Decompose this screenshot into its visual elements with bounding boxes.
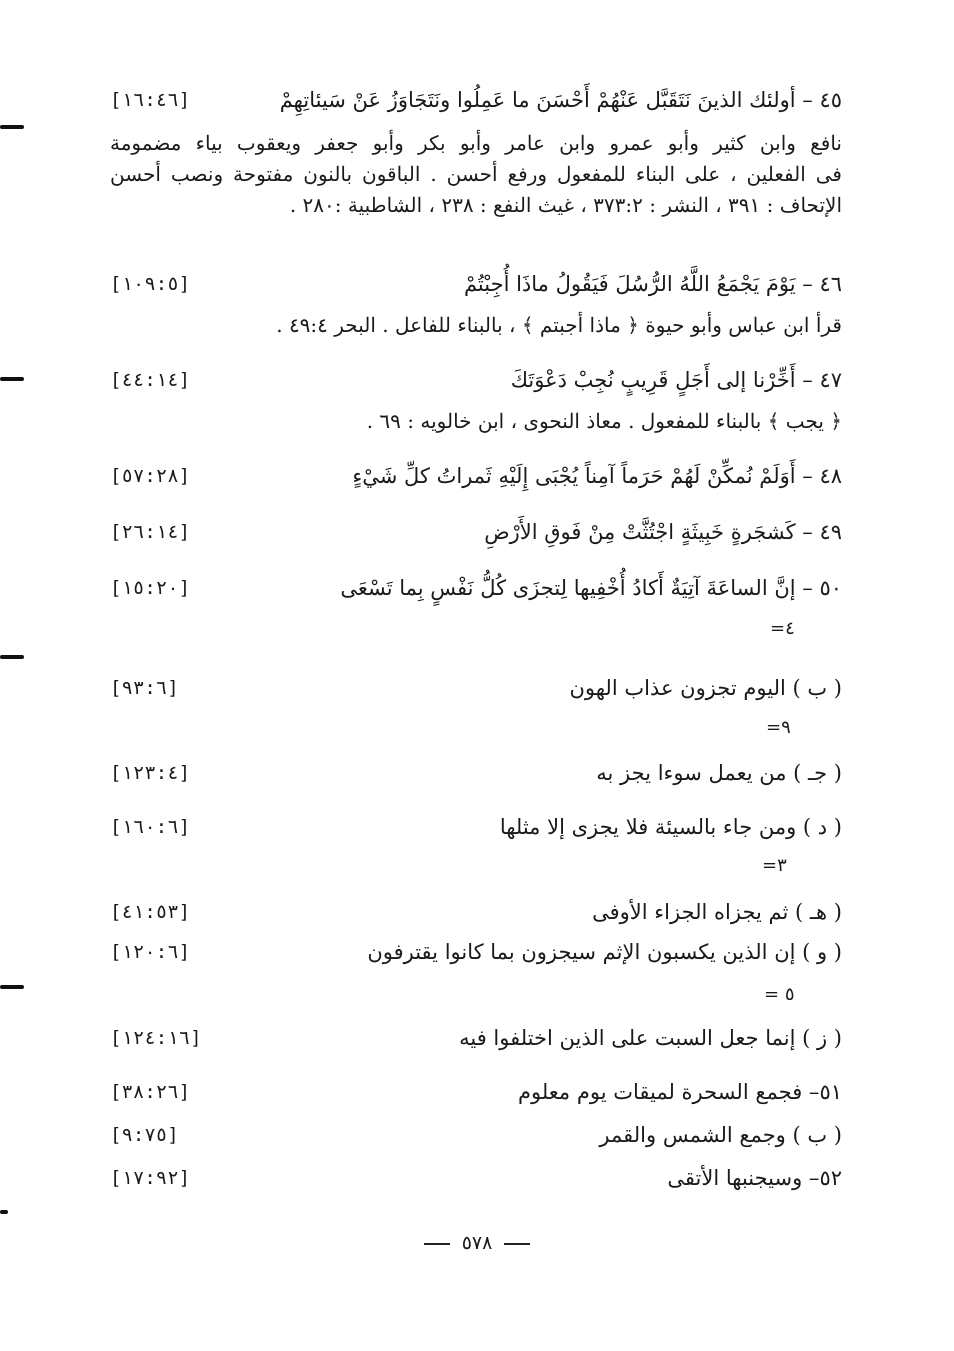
sub-entry-text: ٥٢– وسيجنبها الأتقى [667, 1166, 842, 1190]
sub-entry-text: ( د ) ومن جاء بالسيئة فلا يجزى إلا مثلها [499, 815, 842, 839]
sub-entry-text: ( و ) إن الذين يكسبون الإثم سيجزون بما كانوا يقترفون [367, 940, 842, 964]
sub-entry-reference: [١٢٤:١٦] [110, 1027, 202, 1049]
sub-entry-reference: [٣٨:٢٦] [110, 1081, 191, 1103]
verse-reference: [١٠٩:٥] [110, 273, 191, 295]
group-mark: ٥ = [764, 984, 795, 1005]
sub-entry [110, 1115, 842, 1155]
verse-text: ٤٧ – أَخِّرْنا إلى أَجَلٍ قَرِيبٍ نُجِبْ دَعْوَتَكَ [510, 368, 842, 392]
verse-text: ٤٨ – أَوَلَمْ نُمكِّنْ لَهُمْ حَرَماً آمِناً يُجْبَى إِلَيْهِ ثَمراتُ كلِّ شَيْءٍ [352, 464, 842, 488]
verse-text: ٤٥ – أولئك الذينَ نَتَقَبَّل عَنْهُمْ أَحْسَنَ ما عَمِلُوا ونَتَجَاوَزُ عَنْ سَيئاتِهِمْ [279, 88, 842, 112]
note-line: قرأ ابن عباس وأبو حيوة ﴿ ماذا أجبتم ﴾ ، بالبناء للفاعل . البحر ٤٩:٤ . [276, 313, 842, 337]
sub-entry [110, 807, 842, 847]
entry-48-verse-line [110, 456, 842, 496]
note-line: نافع وابن كثير وأبو عمرو وابن عامر وأبو بكر وأبو جعفر ويعقوب بياء مضمومة [110, 131, 842, 155]
margin-mark [0, 985, 24, 989]
page-number-footer [0, 1232, 954, 1254]
sub-entry-reference: [٩:٧٥] [110, 1124, 179, 1146]
sub-entry [110, 1072, 842, 1112]
verse-text: ٤٩ – كَشجَرةٍ خَبِيثَةٍ اجْتُثَّتْ مِنْ فَوقِ الأَرْضِ [484, 520, 842, 544]
note-line: فى الفعلين ، على البناء للمفعول ورفع أحسن . الباقون بالنون مفتوحة ونصب أحسن [110, 162, 842, 186]
sub-entry-text: ٥١– فجمع السحرة لميقات يوم معلوم [517, 1080, 842, 1104]
group-mark: ٩= [766, 717, 791, 738]
sub-entry [110, 1018, 842, 1058]
sub-entry [110, 753, 842, 793]
dash-decoration [424, 1243, 450, 1245]
entry-50-verse-line [110, 568, 842, 608]
verse-reference: [٢٦:١٤] [110, 521, 191, 543]
entry-45-verse-line [110, 80, 842, 120]
margin-mark [0, 377, 24, 381]
sub-entry-reference: [١٧:٩٢] [110, 1167, 191, 1189]
sub-entry-reference: [١٢٣:٤] [110, 762, 191, 784]
sub-entry-text: ( ب ) اليوم تجزون عذاب الهون [569, 676, 842, 700]
margin-mark [0, 125, 24, 129]
sub-entry [110, 932, 842, 972]
verse-reference: [٤٤:١٤] [110, 369, 191, 391]
sub-entry-reference: [١٢٠:٦] [110, 941, 191, 963]
sub-entry [110, 1158, 842, 1198]
sub-entry-text: ( هـ ) ثم يجزاه الجزاء الأوفى [592, 900, 842, 924]
note-line: ﴿ يجب ﴾ بالبناء للمفعول . معاذ النحوى ، ابن خالويه : ٦٩ . [366, 409, 842, 433]
sub-entry-text: ( ز ) إنما جعل السبت على الذين اختلفوا فيه [459, 1026, 842, 1050]
verse-reference: [١٦:٤٦] [110, 89, 191, 111]
entry-45-note [110, 128, 842, 221]
group-mark: ٤= [770, 618, 795, 639]
entry-49-verse-line [110, 512, 842, 552]
margin-mark [0, 1210, 8, 1214]
entry-47-verse-line [110, 360, 842, 400]
sub-entry-reference: [١٦٠:٦] [110, 816, 191, 838]
verse-text: ٤٦ – يَوْمَ يَجْمَعُ اللَّهُ الرُّسُلَ فَيَقُولُ ماذَا أُجِبْتُمْ [463, 272, 842, 296]
sub-entry [110, 668, 842, 708]
verse-reference: [٥٧:٢٨] [110, 465, 191, 487]
entry-46-verse-line [110, 264, 842, 304]
sub-entry-text: ( جـ ) من يعمل سوءا يجز به [596, 761, 842, 785]
sub-entry-reference: [٤١:٥٣] [110, 901, 191, 923]
margin-mark [0, 655, 24, 659]
verse-reference: [١٥:٢٠] [110, 577, 191, 599]
sub-entry-text: ( ب ) وجمع الشمس والقمر [599, 1123, 842, 1147]
dash-decoration [504, 1243, 530, 1245]
note-line: الإتحاف : ٣٩١ ، النشر : ٣٧٣:٢ ، غيث النفع : ٢٣٨ ، الشاطبية :٢٨٠ . [289, 193, 842, 217]
group-mark: ٣= [762, 855, 787, 876]
sub-entry-reference: [٩٣:٦] [110, 677, 179, 699]
sub-entry [110, 892, 842, 932]
entry-47-note [110, 406, 842, 437]
page-number: ٥٧٨ [461, 1232, 493, 1254]
verse-text: ٥٠ – إنَّ الساعَةَ آتِيَةٌ أَكادُ أُخْفِيها لِتجزَى كُلُّ نَفْسٍ بِما تَسْعَى [340, 576, 842, 600]
entry-46-note [110, 310, 842, 341]
